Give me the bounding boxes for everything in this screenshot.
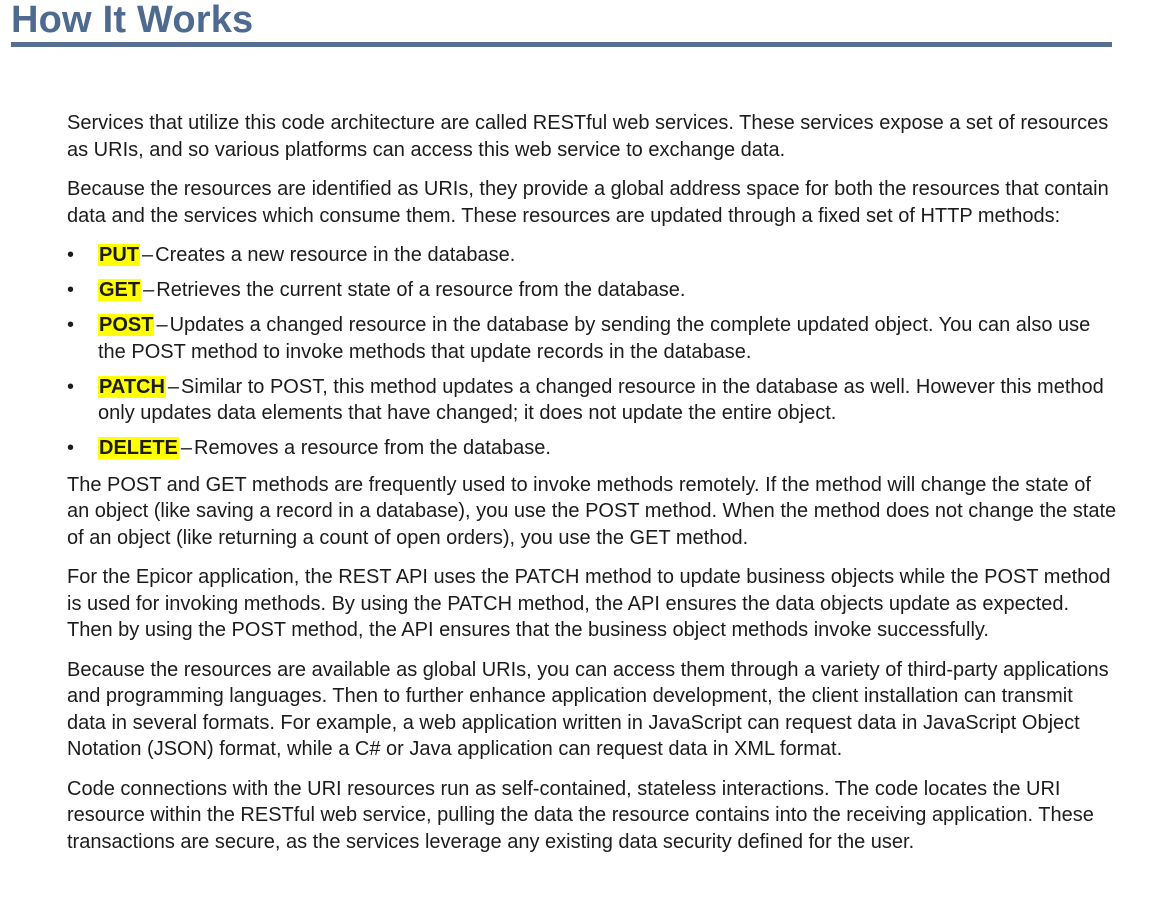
method-name-patch: PATCH (99, 375, 165, 398)
page-title: How It Works (11, 0, 254, 41)
dash: – (180, 437, 193, 459)
dash: – (142, 244, 154, 266)
bullet-icon: • (67, 437, 75, 459)
bullet-icon: • (67, 314, 75, 336)
list-item-delete (67, 435, 1117, 462)
method-description-get: Retrieves the current state of a resource from the database. (156, 279, 686, 301)
intro-paragraph-2: Because the resources are identified as URIs, they provide a global address space for both the resources that contain data and the services which consume them. These resources are updated through a fixed set of HTTP methods: (67, 178, 1109, 227)
dash: – (156, 314, 168, 336)
bullet-icon: • (67, 279, 75, 301)
body-paragraph-epicor: For the Epicor application, the REST API uses the PATCH method to update business objects while the POST method is used for invoking methods. By using the PATCH method, the API ensures the data objects update as expected. Then by using the POST method, the API ensures that the business object methods invoke successfully. (67, 566, 1111, 641)
dash: – (143, 279, 155, 301)
http-methods-list (67, 242, 1117, 462)
method-name-delete: DELETE (99, 437, 178, 459)
bullet-icon: • (67, 244, 75, 266)
bullet-icon: • (67, 375, 75, 398)
intro-paragraph-1: Services that utilize this code architecture are called RESTful web services. These services expose a set of resources as URIs, and so various platforms can access this web service to exchange data. (67, 112, 1109, 161)
title-underline (11, 42, 1112, 47)
method-name-put: PUT (99, 244, 139, 266)
body-paragraph-code-connections: Code connections with the URI resources run as self-contained, stateless interactions. The code locates the URI resource within the RESTful web service, pulling the data the resource contains into the receiving application. These transactions are secure, as the services leverage any existing data security defined for the user. (67, 777, 1094, 853)
method-description-delete: Removes a resource from the database. (194, 437, 551, 459)
dash: – (167, 375, 180, 398)
list-item-patch (67, 374, 1117, 427)
list-item-post (67, 312, 1117, 365)
body-paragraph-global-uris: Because the resources are available as global URIs, you can access them through a variety of third-party applications and programming languages. Then to further enhance application development, the client installation can transmit data in several formats. For example, a web application written in JavaScript can request data in JavaScript Object Notation (JSON) format, while a C# or Java application can request data in XML format. (67, 658, 1109, 760)
method-description-put: Creates a new resource in the database. (155, 244, 516, 266)
method-name-post: POST (99, 314, 154, 336)
method-description-patch: Similar to POST, this method updates a changed resource in the database as well. However this method only updates data elements that have changed; it does not update the entire object. (98, 375, 1104, 424)
document-body (67, 110, 1117, 868)
method-description-post: Updates a changed resource in the database by sending the complete updated object. You can also use the POST method to invoke methods that update records in the database. (98, 314, 1091, 363)
method-name-get: GET (99, 279, 141, 301)
body-paragraph-post-get: The POST and GET methods are frequently used to invoke methods remotely. If the method will change the state of an object (like saving a record in a database), you use the POST method. When the method does not change the state of an object (like returning a count of open orders), you use the GET method. (67, 473, 1117, 549)
list-item-put (67, 242, 1117, 269)
list-item-get (67, 277, 1117, 304)
